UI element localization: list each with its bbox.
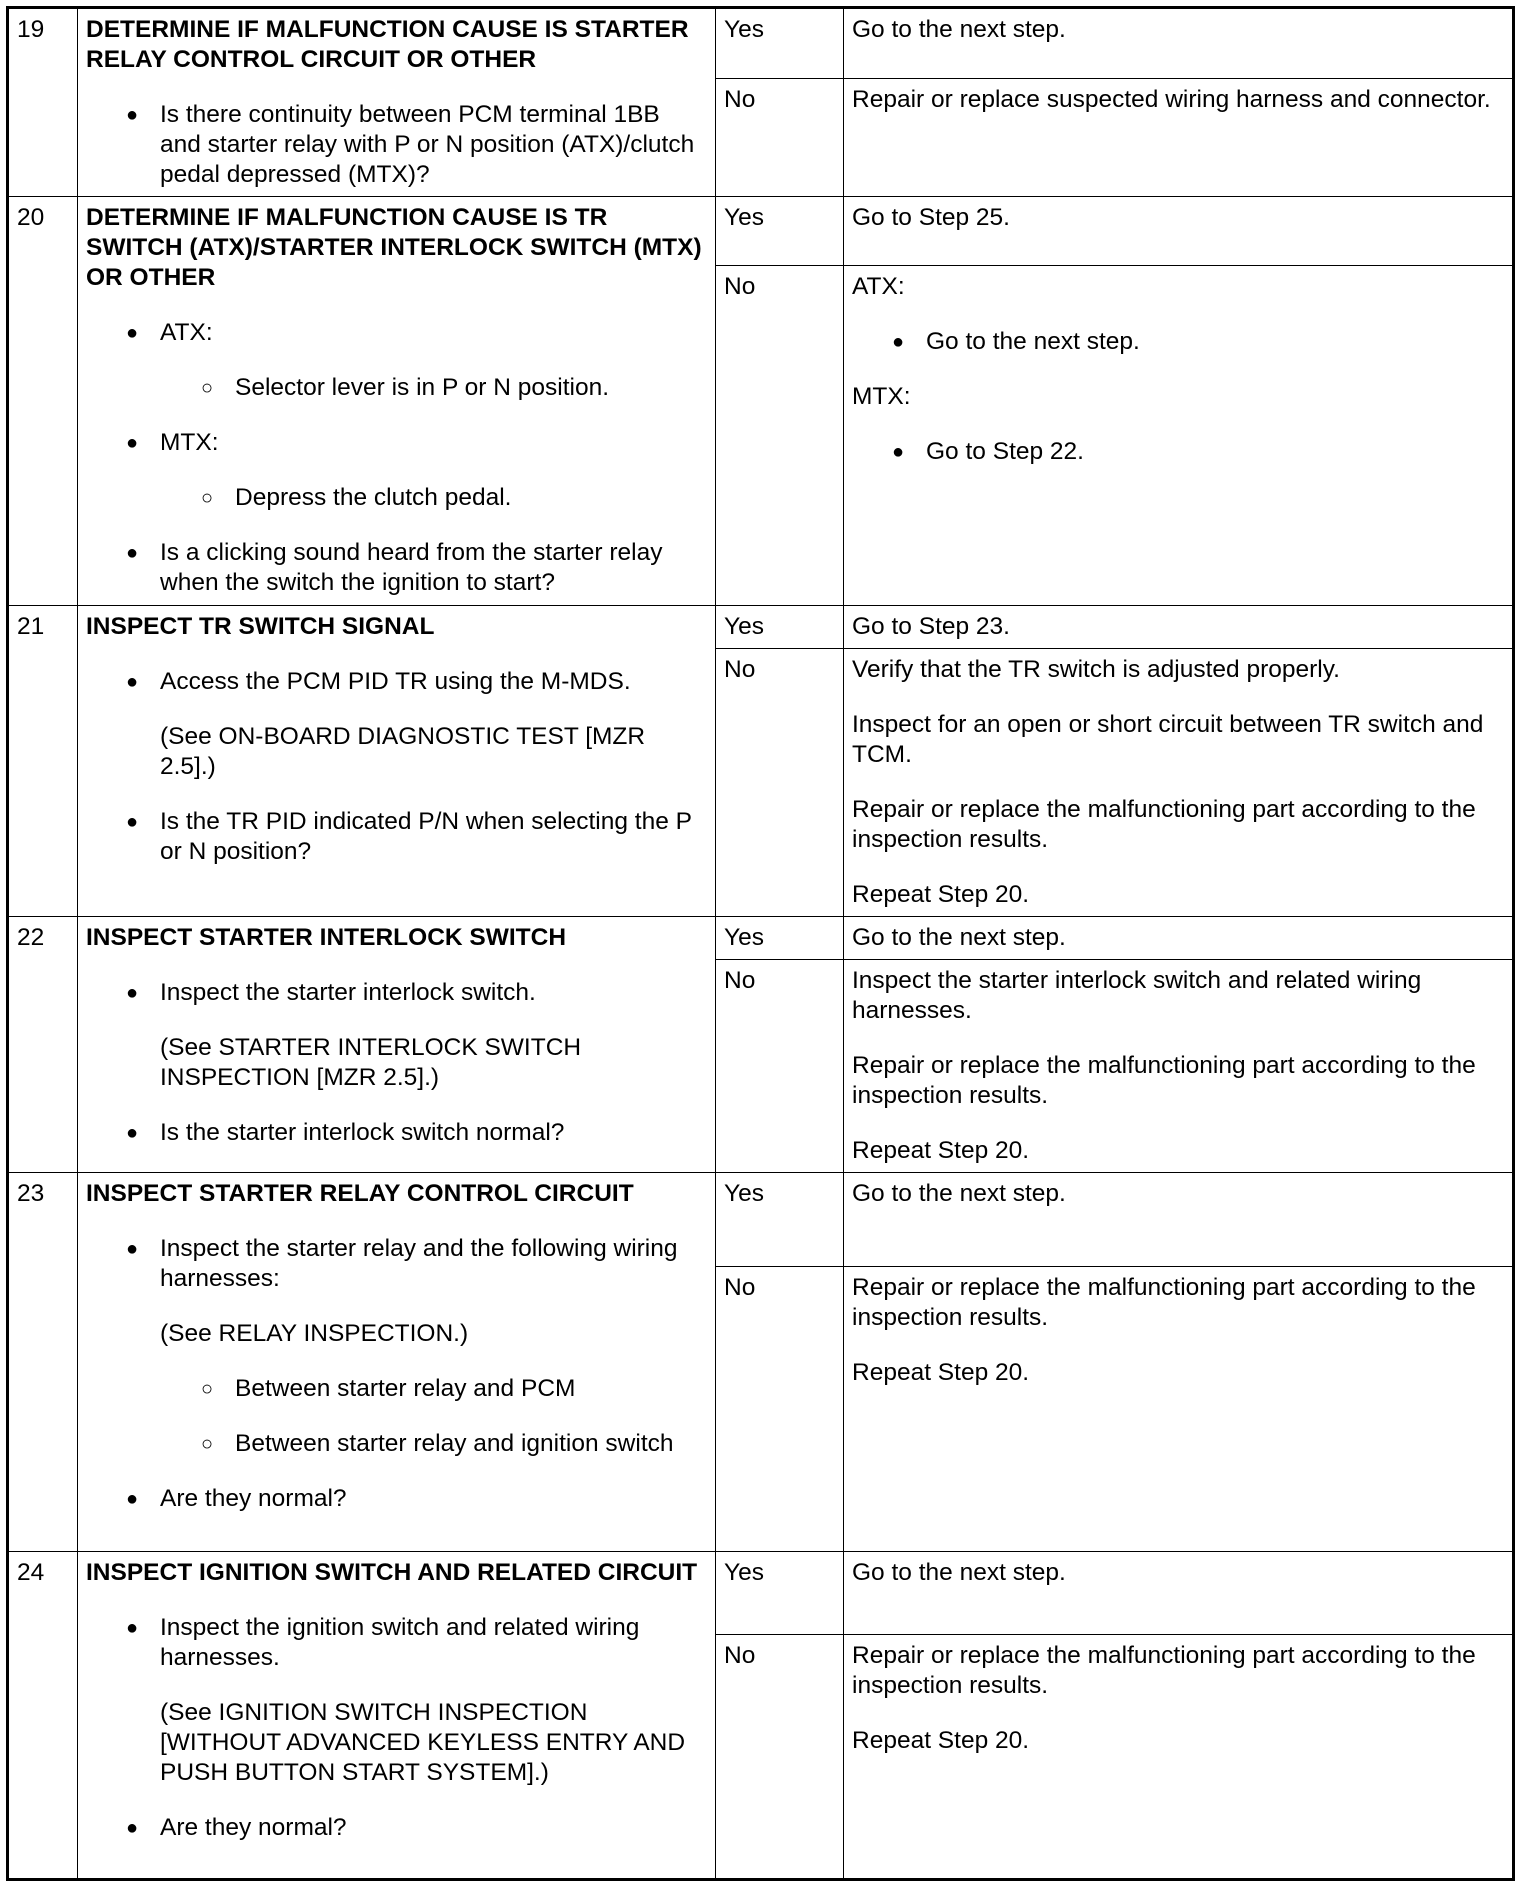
step-number: 20 — [8, 197, 78, 606]
step-21-content — [78, 606, 716, 917]
reference-note: (See STARTER INTERLOCK SWITCH INSPECTION [MZR 2.5].) — [160, 1034, 582, 1091]
step-20-yes-row — [8, 197, 1514, 266]
no-action-text: Repair or replace the malfunctioning part according to the inspection results. — [852, 796, 1476, 853]
no-label: No — [716, 960, 844, 1173]
yes-label: Yes — [716, 917, 844, 960]
yes-action: Go to the next step. — [844, 8, 1514, 79]
step-22-content — [78, 917, 716, 1173]
step-19-content — [78, 8, 716, 197]
yes-label: Yes — [716, 197, 844, 266]
no-action-text: Repeat Step 20. — [852, 1137, 1030, 1164]
step-24-content — [78, 1552, 716, 1880]
no-label: No — [716, 1635, 844, 1880]
bullet-item: ● Go to Step 22. — [852, 437, 1504, 467]
no-label: No — [716, 1267, 844, 1552]
no-action-text: Verify that the TR switch is adjusted properly. — [852, 656, 1340, 683]
step-title: DETERMINE IF MALFUNCTION CAUSE IS TR SWITCH (ATX)/STARTER INTERLOCK SWITCH (MTX) OR OTHER — [86, 204, 702, 291]
no-action — [844, 649, 1514, 917]
yes-action: Go to Step 25. — [844, 197, 1514, 266]
step-title: INSPECT STARTER INTERLOCK SWITCH — [86, 924, 567, 951]
no-mtx-label: MTX: — [852, 383, 911, 410]
no-action-text: Repair or replace the malfunctioning part according to the inspection results. — [852, 1274, 1476, 1331]
step-number: 21 — [8, 606, 78, 917]
bullet-item: ● MTX: — [86, 428, 707, 458]
sub-bullet-item: ○ Between starter relay and ignition switch — [86, 1429, 707, 1459]
no-action-text: Repeat Step 20. — [852, 881, 1030, 908]
sub-bullet-item: ○ Depress the clutch pedal. — [86, 483, 707, 513]
bullet-item: ● Is the TR PID indicated P/N when selecting the P or N position? — [86, 807, 707, 867]
step-number: 22 — [8, 917, 78, 1173]
step-number: 24 — [8, 1552, 78, 1880]
step-title: DETERMINE IF MALFUNCTION CAUSE IS STARTER RELAY CONTROL CIRCUIT OR OTHER — [86, 16, 689, 73]
bullet-item: ● Are they normal? — [86, 1484, 707, 1514]
bullet-item: ● Inspect the starter relay and the following wiring harnesses: — [86, 1234, 707, 1294]
no-action-text: Inspect the starter interlock switch and related wiring harnesses. — [852, 967, 1422, 1024]
step-22-yes-row — [8, 917, 1514, 960]
no-label: No — [716, 266, 844, 606]
no-action: Repair or replace suspected wiring harness and connector. — [844, 79, 1514, 197]
bullet-item: ● Access the PCM PID TR using the M-MDS. — [86, 667, 707, 697]
step-number: 19 — [8, 8, 78, 197]
step-title: INSPECT IGNITION SWITCH AND RELATED CIRCUIT — [86, 1559, 698, 1586]
step-20-content — [78, 197, 716, 606]
bullet-item: ● Inspect the starter interlock switch. — [86, 978, 707, 1008]
yes-action: Go to the next step. — [844, 1552, 1514, 1635]
sub-bullet-item: ○ Between starter relay and PCM — [86, 1374, 707, 1404]
reference-note: (See RELAY INSPECTION.) — [160, 1320, 469, 1347]
yes-action: Go to the next step. — [844, 917, 1514, 960]
no-action-text: Repair or replace the malfunctioning part according to the inspection results. — [852, 1642, 1476, 1699]
yes-label: Yes — [716, 1173, 844, 1267]
step-title: INSPECT TR SWITCH SIGNAL — [86, 613, 435, 640]
step-title: INSPECT STARTER RELAY CONTROL CIRCUIT — [86, 1180, 634, 1207]
no-action — [844, 1267, 1514, 1552]
bullet-item: ● Is a clicking sound heard from the starter relay when the switch the ignition to start? — [86, 538, 707, 598]
bullet-item: ● Go to the next step. — [852, 327, 1504, 357]
no-action — [844, 960, 1514, 1173]
no-atx-label: ATX: — [852, 273, 905, 300]
no-action-text: Repeat Step 20. — [852, 1359, 1030, 1386]
yes-label: Yes — [716, 606, 844, 649]
no-action — [844, 266, 1514, 606]
reference-note: (See IGNITION SWITCH INSPECTION [WITHOUT ADVANCED KEYLESS ENTRY AND PUSH BUTTON START SYSTEM].) — [160, 1699, 686, 1786]
yes-action: Go to Step 23. — [844, 606, 1514, 649]
step-24-yes-row — [8, 1552, 1514, 1635]
no-label: No — [716, 649, 844, 917]
step-23-content — [78, 1173, 716, 1552]
step-21-yes-row — [8, 606, 1514, 649]
bullet-item: ● ATX: — [86, 318, 707, 348]
yes-action: Go to the next step. — [844, 1173, 1514, 1267]
reference-note: (See ON-BOARD DIAGNOSTIC TEST [MZR 2.5].) — [160, 723, 646, 780]
step-19-yes-row — [8, 8, 1514, 79]
bullet-item: ● Are they normal? — [86, 1813, 707, 1843]
step-number: 23 — [8, 1173, 78, 1552]
no-action-text: Repeat Step 20. — [852, 1727, 1030, 1754]
bullet-item: ● Is the starter interlock switch normal? — [86, 1118, 707, 1148]
diagnostic-procedure-table — [6, 6, 1515, 1881]
no-action-text: Repair or replace the malfunctioning part according to the inspection results. — [852, 1052, 1476, 1109]
no-action-text: Inspect for an open or short circuit between TR switch and TCM. — [852, 711, 1484, 768]
sub-bullet-item: ○ Selector lever is in P or N position. — [86, 373, 707, 403]
no-label: No — [716, 79, 844, 197]
yes-label: Yes — [716, 8, 844, 79]
bullet-item: ● Inspect the ignition switch and related wiring harnesses. — [86, 1613, 707, 1673]
bullet-item: ● Is there continuity between PCM terminal 1BB and starter relay with P or N position (ATX)/clutch pedal depressed (MTX)? — [86, 100, 707, 190]
yes-label: Yes — [716, 1552, 844, 1635]
step-23-yes-row — [8, 1173, 1514, 1267]
no-action — [844, 1635, 1514, 1880]
